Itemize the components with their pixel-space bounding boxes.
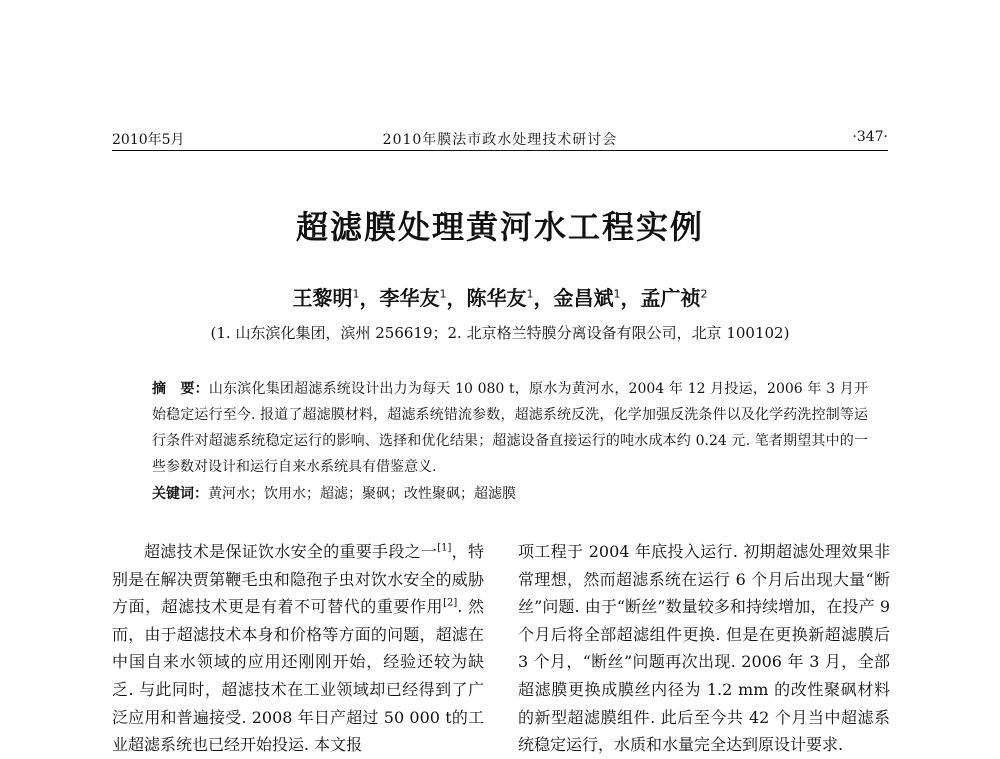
keywords-label: 关键词： <box>152 486 208 502</box>
author-name: 王黎明 <box>292 286 353 310</box>
author-separator: ， <box>359 286 380 310</box>
abstract-label: 摘 要： <box>152 381 209 397</box>
header-page-number: ·347· <box>852 129 888 145</box>
author-affiliation-mark: 2 <box>700 287 708 301</box>
body-paragraph: 项工程于 2004 年底投入运行. 初期超滤处理效果非常理想，然而超滤系统在运行 6 个月后出现大量“断丝”问题. 由于“断丝”数量较多和持续增加，在投产 9 个月后将全部超滤组件更换. 但是在更换新超滤膜后 3 个月，“断丝”问题再次出现. 2006 年 3 月，全部超滤膜更换成膜丝内径为 1.2 mm 的改性聚砜材料的新型超滤膜组件. 此后至今共 42 个月当中超滤系统稳定运行，水质和水量完全达到原设计要求. <box>518 542 890 755</box>
author-name: 陈华友 <box>466 286 527 310</box>
affiliations: (1. 山东滨化集团，滨州 256619；2. 北京格兰特膜分离设备有限公司，北京 100102) <box>210 324 790 342</box>
keywords-text: 黄河水；饮用水；超滤；聚砜；改性聚砜；超滤膜 <box>208 486 516 502</box>
author-name: 孟广祯 <box>640 286 701 310</box>
paper-title: 超滤膜处理黄河水工程实例 <box>295 208 704 246</box>
author-list <box>112 282 888 311</box>
header-date: 2010年5月 <box>112 132 185 148</box>
author-name: 李华友 <box>379 286 440 310</box>
body-column-left <box>112 538 484 759</box>
author-separator: ， <box>620 286 641 310</box>
abstract <box>152 376 868 480</box>
citation: [1] <box>437 542 452 554</box>
author-affiliation-mark: 1 <box>526 287 534 301</box>
body-text: 超滤技术是保证饮水安全的重要手段之一 <box>144 542 438 561</box>
author-affiliation-mark: 1 <box>613 287 621 301</box>
header-rule <box>112 150 888 151</box>
abstract-text: 山东滨化集团超滤系统设计出力为每天 10 080 t，原水为黄河水，2004 年 12 月投运，2006 年 3 月开始稳定运行至今. 报道了超滤膜材料，超滤系统错流参数，超滤系统反洗，化学加强反洗条件以及化学药洗控制等运行条件对超滤系统稳定运行的影响、选择和优化结果；超滤设备直接运行的吨水成本约 0.24 元. 笔者期望其中的一些参数对设计和运行自来水系统具有借鉴意义. <box>152 381 868 475</box>
author-affiliation-mark: 1 <box>352 287 360 301</box>
author-name: 金昌斌 <box>553 286 614 310</box>
citation: [2] <box>443 597 458 609</box>
running-header <box>112 129 888 149</box>
body-column-right <box>518 538 890 759</box>
body-paragraph <box>112 538 484 759</box>
body-text: . 然而，由于超滤技术本身和价格等方面的问题，超滤在中国自来水领域的应用还刚刚开始，经验还较为缺乏. 与此同时，超滤技术在工业领域却已经得到了广泛应用和普遍接受. 2008 年日产超过 50 000 t的工业超滤系统也已经开始投运. 本文报 <box>112 597 484 755</box>
author-affiliation-mark: 1 <box>439 287 447 301</box>
body-text: ，特别是在解决贾第鞭毛虫和隐孢子虫对饮水安全的威胁方面，超滤技术更是有着不可替代的重要作用 <box>112 542 484 617</box>
header-conference: 2010年膜法市政水处理技术研讨会 <box>382 132 618 148</box>
author-separator: ， <box>533 286 554 310</box>
author-separator: ， <box>446 286 467 310</box>
keywords <box>152 481 868 507</box>
